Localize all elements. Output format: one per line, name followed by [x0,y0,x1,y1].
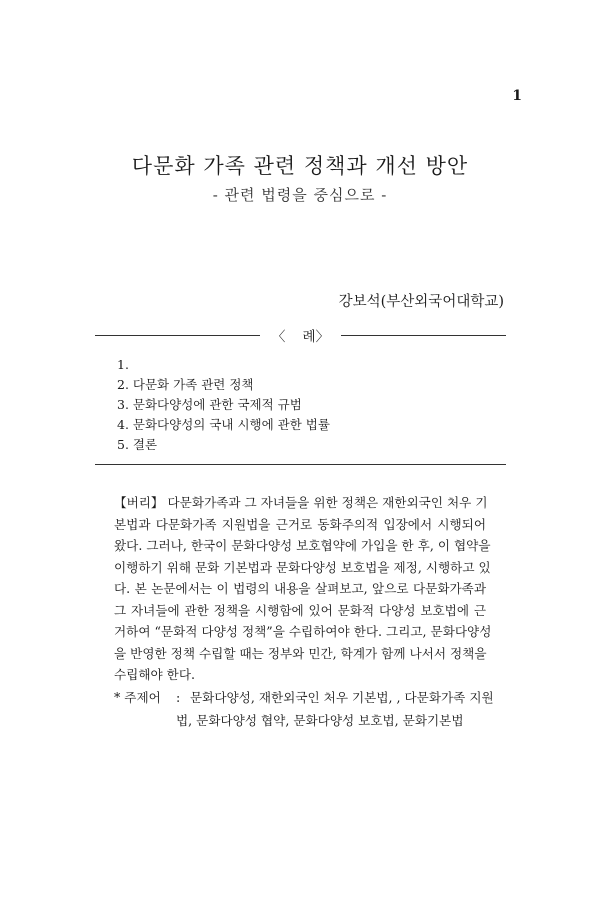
toc-bottom-rule [95,464,506,465]
abstract-line: 을 반영한 정책 수립할 때는 정부와 민간, 학계가 함께 나서서 정책을 [114,645,487,661]
keywords-text: 문화다양성, 재한외국인 처우 기본법, , 다문화가족 지원 [190,690,494,705]
abstract-line: 그 자녀들에 관한 정책을 시행함에 있어 문화적 다양성 보호법에 근 [114,602,486,618]
abstract-line: 이행하기 위해 문화 기본법과 문화다양성 보호법을 제정, 시행하고 있 [114,559,491,575]
keywords-text-continued: 법, 문화다양성 협약, 문화다양성 보호법, 문화기본법 [176,713,464,728]
toc-label: 〈 례〉 [271,329,330,345]
keywords-label: * 주제어 [114,690,161,705]
toc-list [117,355,497,455]
abstract [114,492,492,686]
keywords-row [114,686,506,709]
keywords-colon: : [176,690,181,705]
page-number: 1 [512,88,522,104]
toc-item: 1. [117,357,129,372]
toc-header [95,325,506,345]
toc-item: 5. 결론 [117,437,158,452]
author-affiliation: 강보석(부산외국어대학교) [338,294,504,310]
toc-item: 3. 문화다양성에 관한 국제적 규범 [117,397,302,412]
abstract-line: 본법과 다문화가족 지원법을 근거로 동화주의적 입장에서 시행되어 [114,516,486,532]
abstract-line: 수립해야 한다. [114,667,195,682]
keywords [114,686,506,732]
abstract-line: 다. 본 논문에서는 이 법령의 내용을 살펴보고, 앞으로 다문화가족과 [114,581,486,596]
abstract-line: 왔다. 그러나, 한국이 문화다양성 보호협약에 가입을 한 후, 이 협약을 [114,538,491,553]
paper-subtitle: - 관련 법령을 중심으로 - [212,186,388,204]
toc-rule-left [95,335,260,336]
toc-rule-right [341,335,506,336]
toc-item: 4. 문화다양성의 국내 시행에 관한 법률 [117,417,330,432]
abstract-line: 거하여 “문화적 다양성 정책”을 수립하여야 한다. 그리고, 문화다양성 [114,624,492,639]
toc-item: 2. 다문화 가족 관련 정책 [117,377,254,392]
paper-title: 다문화 가족 관련 정책과 개선 방안 [131,154,469,178]
abstract-line: 【버리】 다문화가족과 그 자녀들을 위한 정책은 재한외국인 처우 기 [114,495,488,510]
